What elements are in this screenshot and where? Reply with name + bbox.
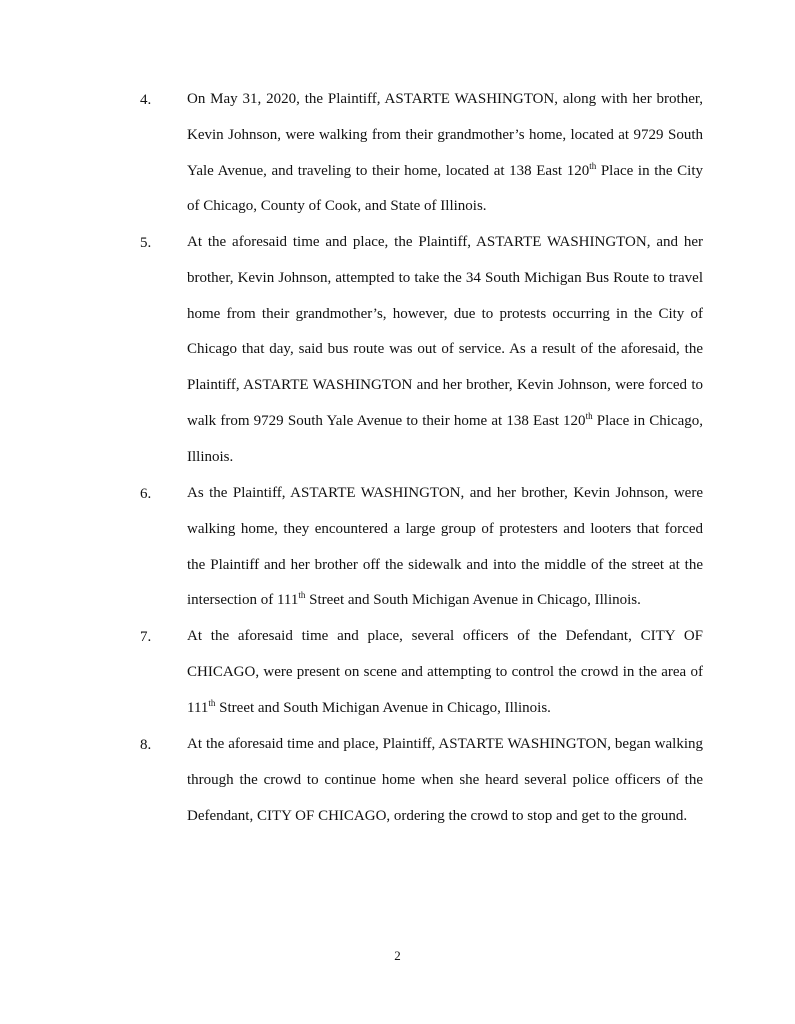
ordinal-superscript: th [298,590,306,601]
ordinal-superscript: th [208,697,216,708]
paragraph-text-run: At the aforesaid time and place, the Plaintiff, ASTARTE WASHINGTON, and her brother, Kevin Johnson, attempted to take the 34 South Michigan Bus Route to travel home from their grandmother’s, however, due to protests occurring in the City of Chicago that day, said bus route was out of service. As a result of the aforesaid, the Plaintiff, ASTARTE WASHINGTON and her brother, Kevin Johnson, were forced to walk from 9729 South Yale Avenue to their home at 138 East 120 [187,234,703,429]
paragraph-number: 8. [140,737,152,753]
paragraph-text-run: Place in Chicago, Illinois. [187,412,704,465]
paragraph-number: 7. [140,629,152,645]
paragraph-text [187,476,703,619]
paragraph-text-run: Street and South Michigan Avenue in Chicago, Illinois. [305,592,641,609]
paragraph-text [187,727,703,834]
ordinal-superscript: th [585,410,593,421]
paragraph-text-run: At the aforesaid time and place, Plaintiff, ASTARTE WASHINGTON, began walking through the crowd to continue home when she heard several police officers of the Defendant, CITY OF CHICAGO, ordering the crowd to stop and get to the ground. [187,736,703,824]
paragraph-text-run: Street and South Michigan Avenue in Chicago, Illinois. [215,699,551,716]
ordinal-superscript: th [589,160,597,171]
paragraph-text [187,82,703,225]
paragraph-text-run: At the aforesaid time and place, several officers of the Defendant, CITY OF CHICAGO, were present on scene and attempting to control the crowd in the area of 111 [187,628,703,716]
paragraph-text-run: Place in the City of Chicago, County of Cook, and State of Illinois. [187,162,703,215]
paragraph-number: 4. [140,92,152,108]
paragraph-number: 6. [140,486,152,502]
page-number: 2 [394,948,401,963]
paragraph-number: 5. [140,235,152,251]
paragraph-text [187,225,703,476]
paragraph-text-run: On May 31, 2020, the Plaintiff, ASTARTE WASHINGTON, along with her brother, Kevin Johnson, were walking from their grandmother’s home, located at 9729 South Yale Avenue, and traveling to their home, located at 138 East 120 [187,91,703,179]
paragraph-text-run: As the Plaintiff, ASTARTE WASHINGTON, and her brother, Kevin Johnson, were walking home, they encountered a large group of protesters and looters that forced the Plaintiff and her brother off the sidewalk and into the middle of the street at the intersection of 111 [187,485,703,609]
paragraph-text [187,619,703,726]
